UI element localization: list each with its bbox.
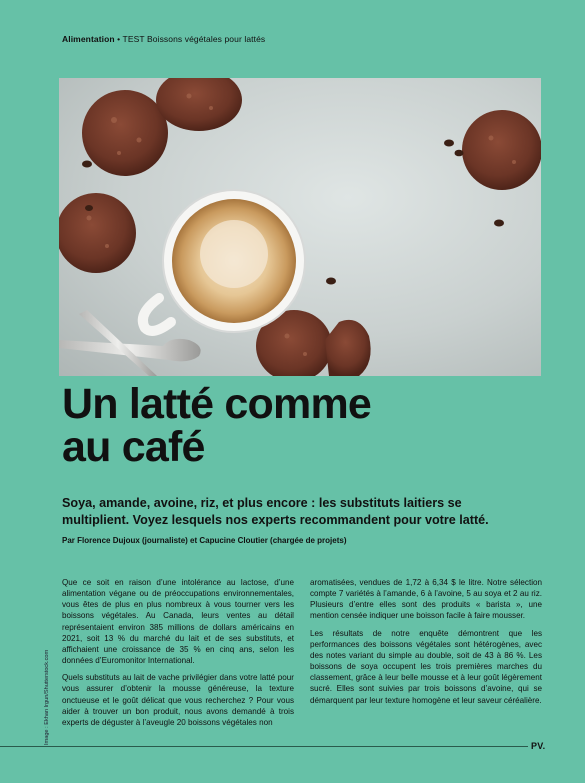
kicker-separator: • [117,34,121,44]
hero-photo [59,78,541,376]
headline-line-1: Un latté comme [62,380,371,428]
cookie [462,110,541,190]
footer-divider [0,746,528,747]
section-kicker [62,34,265,44]
photo-credit: Image : Ekhan Irgun/Shutterstock.com [44,649,50,745]
cookie [156,78,242,131]
headline-line-2: au café [62,423,205,471]
body-paragraph: Que ce soit en raison d’une intolérance au lactose, d’une alimentation végane ou de préoccupations environnementales, vous êtes de plus en plus nombreux à vous tourner vers les boissons végétales. Au Canada, leurs ventes au détail représentaient environ 385 millions de dollars américains en 2021, soit 13 % du marché du lait et de ses substituts, et affichaient une croissance de 35 % en cinq ans, selon les données d’Euromonitor International. [62,578,294,666]
body-paragraph: Les résultats de notre enquête démontrent que les performances des boissons végétales sont hétérogènes, avec des notes variant du simple au double, soit de 43 à 86 %. Les boissons de soya occupent les trois premières marches du classement, grâce à leur belle mousse et à leur goût légèrement sucré. Elles sont suivies par trois boissons d’avoine, qui se démarquent par leur texture homogène et leur saveur céréalière. [310,628,542,705]
cup-handle [143,298,171,331]
cookie [82,90,168,176]
section-name: Alimentation [62,34,115,44]
page-folio: PV. [531,741,546,751]
cookie [59,193,136,273]
coffee-cookies-illustration [59,78,541,376]
body-column-1 [62,577,294,734]
article-byline: Par Florence Dujoux (journaliste) et Capucine Cloutier (chargée de projets) [62,536,347,545]
body-paragraph: Quels substituts au lait de vache privilégier dans votre latté pour vous assurer d’obtenir la mousse généreuse, la texture onctueuse et le goût délicat que vous recherchez ? Pour vous aider à trouver un bon produit, nous avons demandé à trois experts de déguster à l’aveugle 20 boissons végétales non [62,673,294,727]
section-topic: TEST Boissons végétales pour lattés [122,34,266,44]
cookie-broken [325,320,371,376]
body-column-2 [310,577,542,712]
body-paragraph: aromatisées, vendues de 1,72 à 6,34 $ le litre. Notre sélection compte 7 variétés à l’amande, 6 à l’avoine, 5 au soya et 2 au riz. Plusieurs d’entre elles sont des produits « barista », une mention censée indiquer une boisson facile à faire mousser. [310,578,542,621]
article-deck: Soya, amande, avoine, riz, et plus encore : les substituts laitiers se multiplient. Voyez lesquels nos experts recommandent pour votre latté. [62,496,489,527]
article-headline [62,380,542,471]
